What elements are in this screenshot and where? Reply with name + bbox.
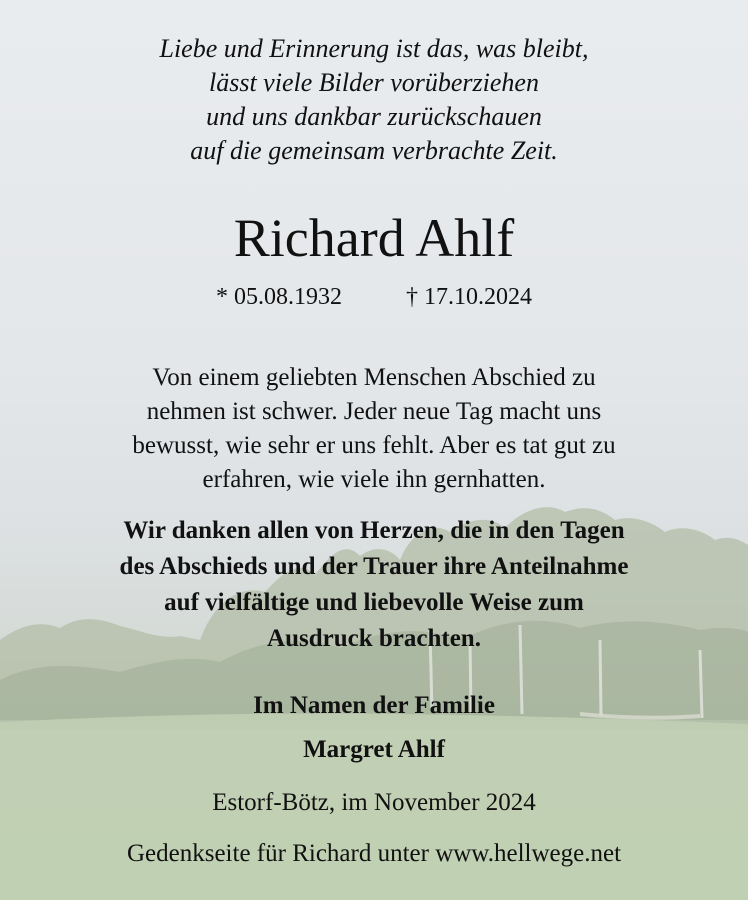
thanks-message <box>0 513 748 657</box>
deceased-name: Richard Ahlf <box>233 208 515 268</box>
message-line: Von einem geliebten Menschen Abschied zu <box>152 364 596 391</box>
life-dates <box>0 282 748 312</box>
place-and-date: Estorf-Bötz, im November 2024 <box>212 789 536 816</box>
signature-name: Margret Ahlf <box>303 736 445 763</box>
message-line: bewusst, wie sehr er uns fehlt. Aber es tat gut zu <box>132 432 616 459</box>
message-line: nehmen ist schwer. Jeder neue Tag macht uns <box>146 398 602 425</box>
birth-date: * 05.08.1932 <box>216 284 342 310</box>
poem-line: und uns dankbar zurückschauen <box>206 102 542 131</box>
poem-line: auf die gemeinsam verbrachte Zeit. <box>190 136 558 165</box>
thanks-line: auf vielfältige und liebevolle Weise zum <box>164 589 584 616</box>
message-line: erfahren, wie viele ihn gernhatten. <box>202 466 546 493</box>
poem-line: lässt viele Bilder vorüberziehen <box>209 68 539 97</box>
memorial-poem <box>0 32 748 168</box>
thanks-line: Ausdruck brachten. <box>267 625 481 652</box>
death-date: † 17.10.2024 <box>406 284 532 310</box>
signature-intro: Im Namen der Familie <box>253 692 495 719</box>
poem-line: Liebe und Erinnerung ist das, was bleibt, <box>159 34 589 63</box>
thanks-line: Wir danken allen von Herzen, die in den Tagen <box>123 517 625 544</box>
farewell-message <box>0 361 748 497</box>
memorial-page-note: Gedenkseite für Richard unter www.hellwege.net <box>126 840 622 867</box>
thanks-line: des Abschieds und der Trauer ihre Anteilnahme <box>119 553 629 580</box>
